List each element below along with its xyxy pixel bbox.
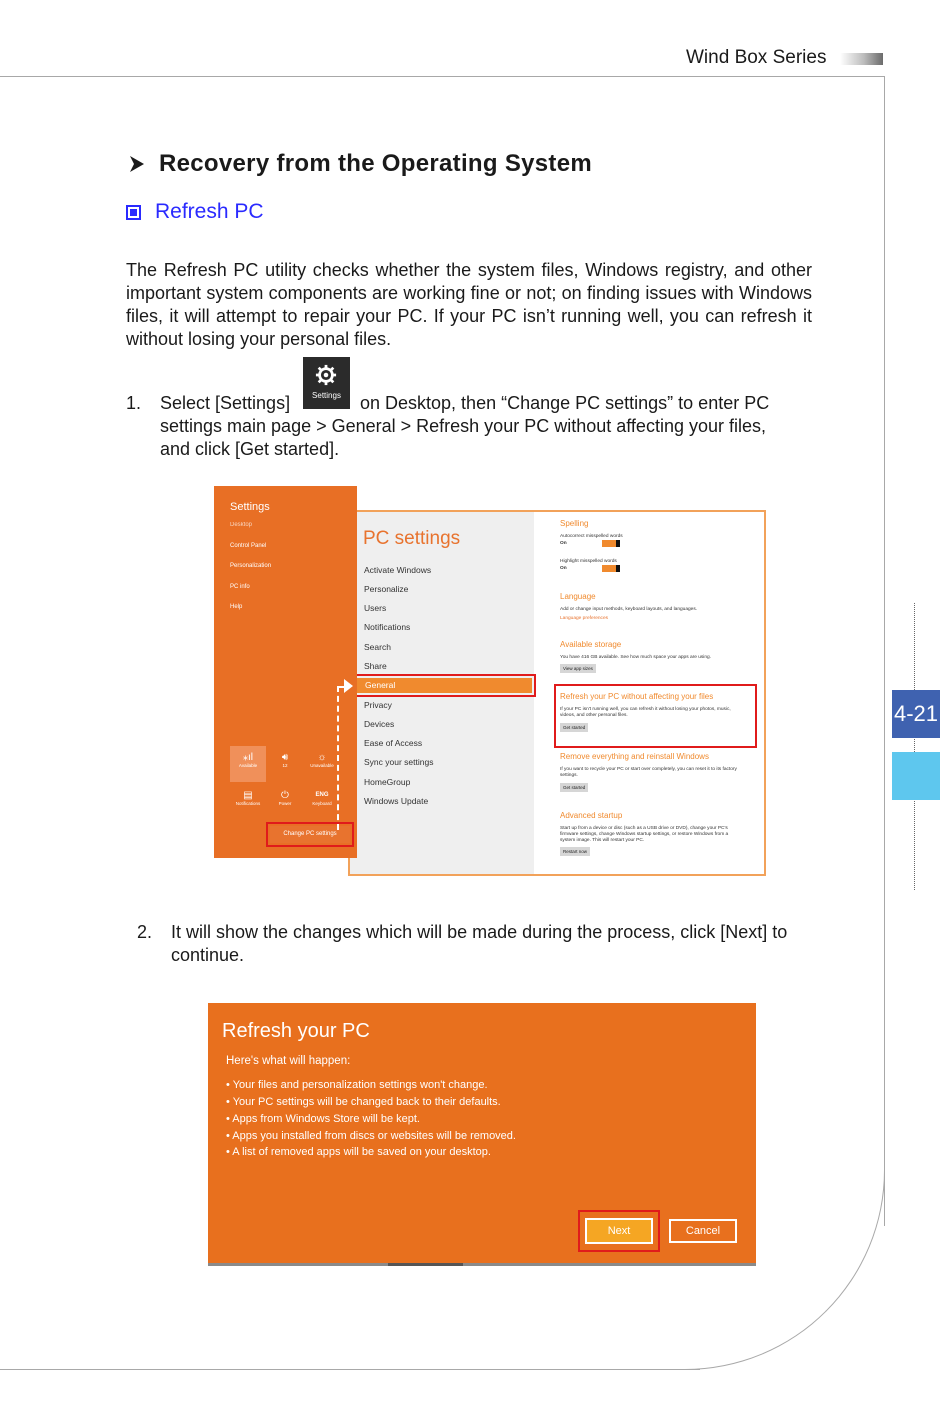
refresh-desc: videos, and other personal files. bbox=[560, 713, 628, 718]
brightness-tile[interactable] bbox=[304, 746, 340, 782]
step-1 bbox=[126, 392, 826, 462]
next-button[interactable]: Next bbox=[585, 1218, 653, 1244]
menu-item-general[interactable]: General bbox=[355, 678, 532, 693]
page-number-tab: 4-21 bbox=[892, 690, 940, 738]
dialog-bottom-bar-segment bbox=[388, 1263, 463, 1266]
language-preferences-link[interactable]: Language preferences bbox=[560, 616, 609, 621]
step-text: on Desktop, then “Change PC settings” to enter PC bbox=[360, 393, 770, 413]
autocorrect-toggle[interactable] bbox=[602, 540, 620, 547]
square-bullet-icon bbox=[126, 205, 141, 220]
volume-icon: 🔊︎ bbox=[281, 752, 289, 763]
highlight-toggle[interactable] bbox=[602, 565, 620, 572]
dialog-list-item: • Your files and personalization settings won't change. bbox=[226, 1079, 488, 1091]
subsection-title: Refresh PC bbox=[155, 200, 264, 223]
startup-desc: Start up from a device or disc (such as a USB drive or DVD), change your PC's bbox=[560, 826, 728, 831]
keyboard-tile[interactable] bbox=[304, 784, 340, 820]
tile-label: Keyboard bbox=[312, 801, 332, 806]
step-number: 1. bbox=[126, 393, 142, 413]
menu-item-search[interactable]: Search bbox=[364, 642, 391, 652]
menu-item-activate-windows[interactable]: Activate Windows bbox=[364, 565, 432, 575]
step-text: and click [Get started]. bbox=[160, 439, 340, 459]
series-gradient-bar bbox=[840, 53, 883, 65]
autocorrect-label: Autocorrect misspelled words bbox=[560, 534, 623, 539]
menu-item-general-highlight[interactable] bbox=[351, 674, 536, 697]
charm-title: Settings bbox=[230, 501, 270, 513]
language-heading: Language bbox=[560, 592, 596, 601]
change-pc-settings-highlight[interactable] bbox=[266, 822, 354, 847]
step-number: 2. bbox=[137, 922, 153, 942]
startup-desc: system image. This will restart your PC. bbox=[560, 838, 645, 843]
remove-get-started-button[interactable]: Get started bbox=[560, 783, 588, 792]
startup-desc: firmware settings, change Windows startup settings, or restore Windows from a bbox=[560, 832, 729, 837]
notifications-tile[interactable] bbox=[230, 784, 266, 820]
dialog-list-item: • Apps you installed from discs or websites will be removed. bbox=[226, 1130, 516, 1142]
menu-item-ease-of-access[interactable]: Ease of Access bbox=[364, 738, 423, 748]
step-text: It will show the changes which will be made during the process, click [Next] to bbox=[171, 922, 788, 942]
tile-label: Power bbox=[278, 801, 292, 806]
refresh-highlight-box bbox=[554, 684, 757, 748]
arrow-right-icon bbox=[344, 679, 353, 693]
volume-tile[interactable] bbox=[267, 746, 303, 782]
language-icon: ENG bbox=[315, 792, 329, 798]
chevron-right-icon bbox=[127, 154, 147, 174]
pc-settings-title: PC settings bbox=[363, 528, 461, 549]
wifi-icon: ⁎ıl bbox=[243, 752, 253, 763]
refresh-heading: Refresh your PC without affecting your files bbox=[560, 692, 714, 701]
startup-heading: Advanced startup bbox=[560, 811, 623, 820]
dialog-title: Refresh your PC bbox=[222, 1020, 370, 1042]
pc-settings-window bbox=[348, 510, 766, 876]
step-text: Select [Settings] bbox=[160, 393, 291, 413]
menu-item-windows-update[interactable]: Windows Update bbox=[364, 796, 429, 806]
menu-item-sync[interactable]: Sync your settings bbox=[364, 757, 434, 767]
menu-item-share[interactable]: Share bbox=[364, 661, 387, 671]
frame-top-line bbox=[0, 76, 885, 77]
quick-settings-tiles bbox=[230, 746, 350, 826]
tile-label: 12 bbox=[282, 763, 288, 768]
dashed-connector bbox=[337, 686, 339, 830]
refresh-desc: If your PC isn't running well, you can refresh it without losing your photos, music, bbox=[560, 707, 731, 712]
change-pc-settings-link[interactable]: Change PC settings bbox=[270, 826, 350, 843]
refresh-pc-dialog bbox=[208, 1003, 756, 1266]
power-icon: ⏻ bbox=[281, 790, 289, 801]
gear-icon bbox=[315, 364, 337, 386]
language-desc: Add or change input methods, keyboard layouts, and languages. bbox=[560, 607, 698, 612]
next-highlight-box bbox=[578, 1210, 660, 1252]
section-title: Recovery from the Operating System bbox=[159, 150, 593, 177]
dialog-list-item: • Apps from Windows Store will be kept. bbox=[226, 1113, 420, 1125]
settings-charm-panel bbox=[214, 486, 357, 858]
charm-item-desktop[interactable]: Desktop bbox=[230, 522, 253, 528]
dialog-list-item: • A list of removed apps will be saved on your desktop. bbox=[226, 1146, 491, 1158]
tile-label: Available bbox=[238, 763, 258, 768]
storage-desc: You have 416 GB available. See how much space your apps are using. bbox=[560, 655, 712, 660]
subsection-heading bbox=[126, 200, 264, 224]
spelling-heading: Spelling bbox=[560, 519, 589, 528]
intro-paragraph: The Refresh PC utility checks whether the system files, Windows registry, and other important system components are working fine or not; on finding issues with Windows files, it will attempt to repair your PC. If your PC isn’t running well, you can refresh it without losing your personal files. bbox=[126, 260, 812, 349]
restart-now-button[interactable]: Restart now bbox=[560, 847, 590, 856]
remove-desc: settings. bbox=[560, 773, 578, 778]
frame-bottom-line bbox=[0, 1369, 700, 1370]
step-text: settings main page > General > Refresh your PC without affecting your files, bbox=[160, 416, 766, 436]
charm-item-help[interactable]: Help bbox=[230, 604, 243, 610]
settings-icon-label: Settings bbox=[312, 391, 341, 400]
series-title: Wind Box Series bbox=[686, 47, 827, 68]
dialog-subtitle: Here's what will happen: bbox=[226, 1055, 351, 1067]
section-heading bbox=[127, 150, 592, 178]
step-2 bbox=[137, 921, 837, 969]
menu-item-users[interactable]: Users bbox=[364, 603, 387, 613]
storage-heading: Available storage bbox=[560, 640, 622, 649]
refresh-get-started-button[interactable]: Get started bbox=[560, 723, 588, 732]
remove-heading: Remove everything and reinstall Windows bbox=[560, 752, 709, 761]
dialog-bottom-bar bbox=[208, 1263, 756, 1266]
highlight-state: On bbox=[560, 566, 567, 571]
brightness-icon: ☼ bbox=[317, 752, 327, 763]
autocorrect-state: On bbox=[560, 541, 567, 546]
side-color-tab bbox=[892, 752, 940, 800]
menu-item-personalize[interactable]: Personalize bbox=[364, 584, 409, 594]
menu-item-devices[interactable]: Devices bbox=[364, 719, 395, 729]
pc-settings-content bbox=[546, 512, 764, 874]
settings-charm-icon bbox=[303, 357, 350, 409]
pc-settings-screenshot bbox=[214, 486, 766, 876]
charm-item-control-panel[interactable]: Control Panel bbox=[230, 543, 267, 549]
wifi-tile[interactable] bbox=[230, 746, 266, 782]
side-dotted-line bbox=[914, 603, 915, 890]
frame-right-line bbox=[884, 76, 885, 1226]
view-app-sizes-button[interactable]: View app sizes bbox=[560, 664, 596, 673]
keyboard-icon: ▤ bbox=[243, 790, 253, 801]
menu-item-homegroup[interactable]: HomeGroup bbox=[364, 777, 411, 787]
menu-item-privacy[interactable]: Privacy bbox=[364, 700, 392, 710]
cancel-button[interactable]: Cancel bbox=[669, 1219, 737, 1243]
highlight-label: Highlight misspelled words bbox=[560, 559, 617, 564]
tile-label: Unavailable bbox=[310, 763, 334, 768]
charm-item-pc-info[interactable]: PC info bbox=[230, 584, 250, 590]
step-text: continue. bbox=[171, 945, 245, 965]
tile-label: Notifications bbox=[235, 801, 261, 806]
menu-item-notifications[interactable]: Notifications bbox=[364, 622, 411, 632]
dialog-list-item: • Your PC settings will be changed back to their defaults. bbox=[226, 1096, 501, 1108]
power-tile[interactable] bbox=[267, 784, 303, 820]
remove-desc: If you want to recycle your PC or start over completely, you can reset it to its factory bbox=[560, 767, 737, 772]
charm-item-personalization[interactable]: Personalization bbox=[230, 563, 272, 569]
